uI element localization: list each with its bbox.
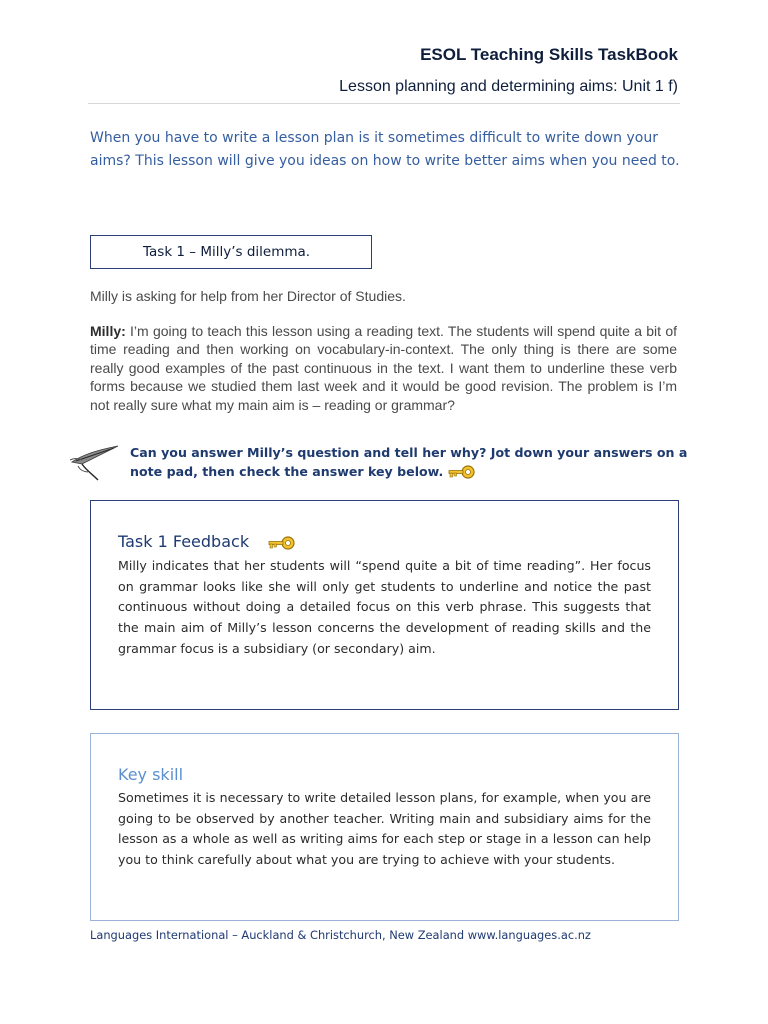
footer-text: Languages International – Auckland & Christchurch, New Zealand www.languages.ac.nz [90,928,591,942]
question-text [130,444,690,481]
header-title: ESOL Teaching Skills TaskBook [420,45,678,64]
key-icon [447,464,477,480]
feedback-title: Task 1 Feedback [118,532,250,551]
task-title: Task 1 – Milly’s dilemma. [143,244,311,260]
feedback-box [90,500,679,710]
key-skill-title: Key skill [118,765,184,784]
feedback-text: Milly indicates that her students will “spend quite a bit of time reading”. Her focus on grammar looks like she will only get students to underline and notice the past continuous without doing a detailed focus on this verb phrase. This suggests that the main aim of Milly’s lesson concerns the development of reading skills and the grammar focus is a subsidiary (or secondary) aim. [118,558,651,656]
task-heading-box [90,235,372,269]
question-text-content: Can you answer Milly’s question and tell her why? Jot down your answers on a note pad, then check the answer key below. [130,445,688,479]
dialogue-paragraph [90,322,677,414]
context-paragraph: Milly is asking for help from her Director of Studies. [90,288,406,304]
header-divider [88,103,680,104]
header-subtitle: Lesson planning and determining aims: Unit 1 f) [339,78,678,95]
dialogue-speaker: Milly: [90,323,126,339]
key-skill-text: Sometimes it is necessary to write detailed lesson plans, for example, when you are going to be observed by another teacher. Writing main and subsidiary aims for the lesson as a whole as well as writing aims for each step or stage in a lesson can help you to think carefully about what you are trying to achieve with your students. [118,790,651,868]
intro-paragraph: When you have to write a lesson plan is it sometimes difficult to write down your aims? This lesson will give you ideas on how to write better aims when you need to. [90,130,680,169]
dialogue-text: I’m going to teach this lesson using a reading text. The students will spend quite a bit of time reading and then working on vocabulary-in-context. The only thing is there are some really good examples of the past continuous in the text. I want them to underline these verb forms because we studied them last week and it would be good revision. The problem is I’m not really sure what my main aim is – reading or grammar? [90,323,677,413]
key-skill-box [90,733,679,921]
key-icon [267,535,297,551]
quill-pen-icon [68,440,120,482]
